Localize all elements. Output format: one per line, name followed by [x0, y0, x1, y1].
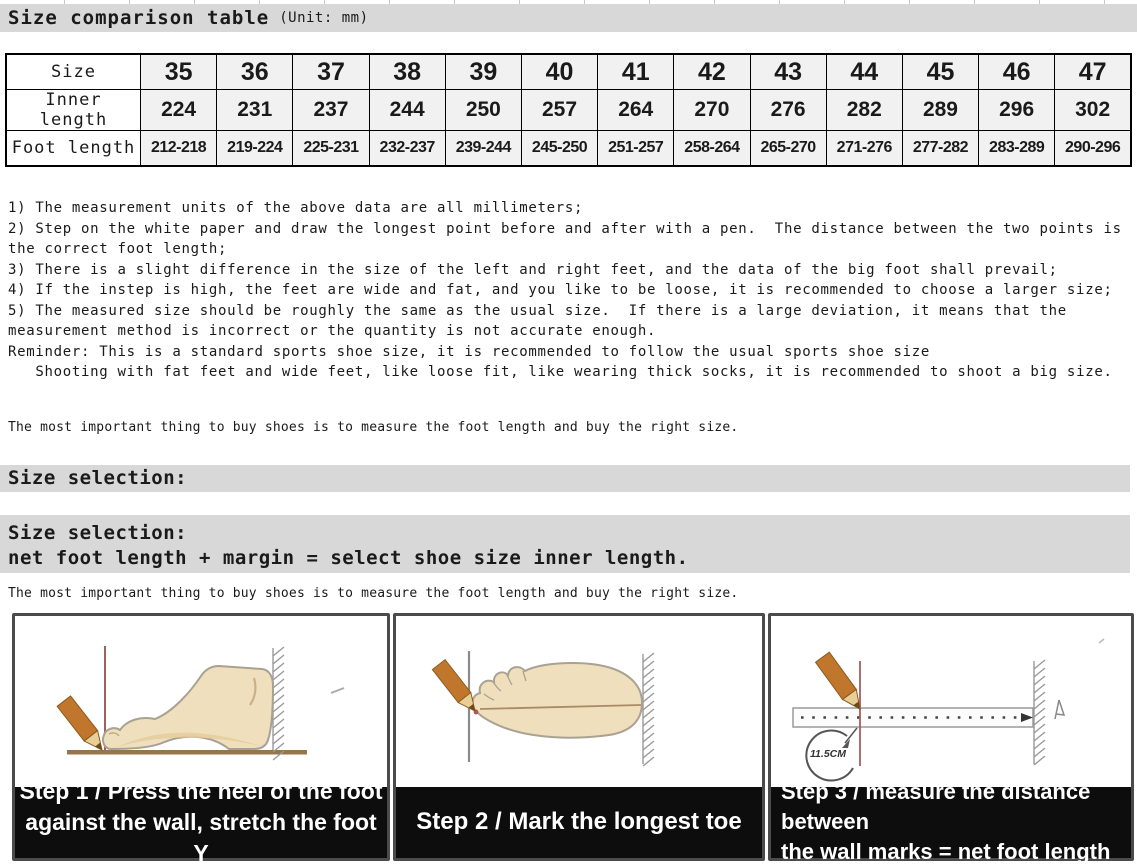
- table-row-foot-length: [6, 131, 1131, 167]
- table-cell: 245-250: [521, 131, 597, 167]
- table-cell: 46: [979, 54, 1055, 90]
- table-row-inner-length: [6, 90, 1131, 131]
- important-note: The most important thing to buy shoes is to measure the foot length and buy the right size.: [8, 419, 739, 435]
- table-cell: 47: [1055, 54, 1131, 90]
- table-cell: 271-276: [826, 131, 902, 167]
- page-title-unit: (Unit: mm): [279, 10, 369, 26]
- measurement-notes: [0, 198, 1137, 383]
- table-cell: 45: [902, 54, 978, 90]
- table-cell: 36: [217, 54, 293, 90]
- step2-caption: [396, 787, 762, 858]
- page-title-bar: [0, 4, 1137, 32]
- table-cell: 232-237: [369, 131, 445, 167]
- table-cell: 257: [521, 90, 597, 131]
- table-cell: 224: [141, 90, 217, 131]
- table-cell: 37: [293, 54, 369, 90]
- measurement-steps: [12, 613, 1137, 866]
- step2-caption-line: Step 2 / Mark the longest toe: [416, 808, 742, 835]
- row-label: Inner length: [6, 90, 141, 131]
- size-comparison-table: [5, 53, 1132, 167]
- note-line: Reminder: This is a standard sports shoe size, it is recommended to follow the usual sports shoe size: [8, 343, 930, 360]
- note-line: 5) The measured size should be roughly the same as the usual size. If there is a large deviation, it means that the measurement method is incorrect or the quantity is not accurate enough.: [8, 302, 1077, 339]
- table-cell: 225-231: [293, 131, 369, 167]
- size-selection-header: Size selection:: [0, 465, 1130, 492]
- table-cell: 283-289: [979, 131, 1055, 167]
- table-cell: 39: [445, 54, 521, 90]
- table-cell: 212-218: [141, 131, 217, 167]
- table-cell: 296: [979, 90, 1055, 131]
- table-cell: 237: [293, 90, 369, 131]
- note-line: Shooting with fat feet and wide feet, like loose fit, like wearing thick socks, it is recommended to shoot a big size.: [8, 364, 1113, 380]
- step3-caption: [771, 779, 1131, 864]
- step1-caption: [15, 777, 387, 866]
- table-cell: 250: [445, 90, 521, 131]
- table-cell: 258-264: [674, 131, 750, 167]
- table-cell: 270: [674, 90, 750, 131]
- step1-caption-line: Step 1 / Press the heel of the foot: [19, 777, 383, 804]
- table-cell: 231: [217, 90, 293, 131]
- step1-caption-line: against the wall, stretch the foot Y: [25, 808, 377, 866]
- table-cell: 276: [750, 90, 826, 131]
- size-selection-block: [0, 515, 1130, 573]
- table-cell: 277-282: [902, 131, 978, 167]
- table-cell: 40: [521, 54, 597, 90]
- table-cell: 265-270: [750, 131, 826, 167]
- step3-panel: [768, 613, 1134, 864]
- page-title: Size comparison table: [8, 7, 270, 29]
- table-cell: 282: [826, 90, 902, 131]
- table-cell: 290-296: [1055, 131, 1131, 167]
- table-cell: 289: [902, 90, 978, 131]
- row-label: Size: [6, 54, 141, 90]
- step3-caption-line: the wall marks = net foot length: [781, 839, 1111, 864]
- note-line: 2) Step on the white paper and draw the longest point before and after with a pen. The distance between the two points is the correct foot length;: [8, 220, 1131, 257]
- table-cell: 35: [141, 54, 217, 90]
- table-row-size: [6, 54, 1131, 90]
- note-line: 4) If the instep is high, the feet are wide and fat, and you like to be loose, it is recommended to choose a larger size;: [8, 282, 1113, 298]
- row-label: Foot length: [6, 131, 141, 167]
- table-cell: 219-224: [217, 131, 293, 167]
- size-selection-formula: net foot length + margin = select shoe size inner length.: [8, 546, 689, 569]
- note-line: 3) There is a slight difference in the size of the left and right feet, and the data of the big foot shall prevail;: [8, 261, 1058, 278]
- step2-foot-top-illustration: [396, 616, 762, 787]
- table-cell: 244: [369, 90, 445, 131]
- table-cell: 44: [826, 54, 902, 90]
- table-cell: 43: [750, 54, 826, 90]
- important-note: The most important thing to buy shoes is to measure the foot length and buy the right size.: [8, 585, 739, 601]
- table-cell: 302: [1055, 90, 1131, 131]
- floor-line: [67, 750, 307, 755]
- step3-caption-line: Step 3 / measure the distance between: [781, 779, 1091, 834]
- step1-panel: [12, 613, 390, 866]
- step1-foot-side-illustration: [15, 616, 387, 787]
- table-cell: 251-257: [598, 131, 674, 167]
- table-cell: 42: [674, 54, 750, 90]
- measurement-label: 11.5CM: [810, 747, 846, 760]
- table-cell: 38: [369, 54, 445, 90]
- table-cell: 239-244: [445, 131, 521, 167]
- step3-ruler-illustration: [771, 616, 1131, 787]
- table-cell: 41: [598, 54, 674, 90]
- table-cell: 264: [598, 90, 674, 131]
- note-line: 1) The measurement units of the above data are all millimeters;: [8, 200, 584, 216]
- size-selection-block-heading: Size selection:: [8, 521, 188, 544]
- step2-panel: [393, 613, 765, 861]
